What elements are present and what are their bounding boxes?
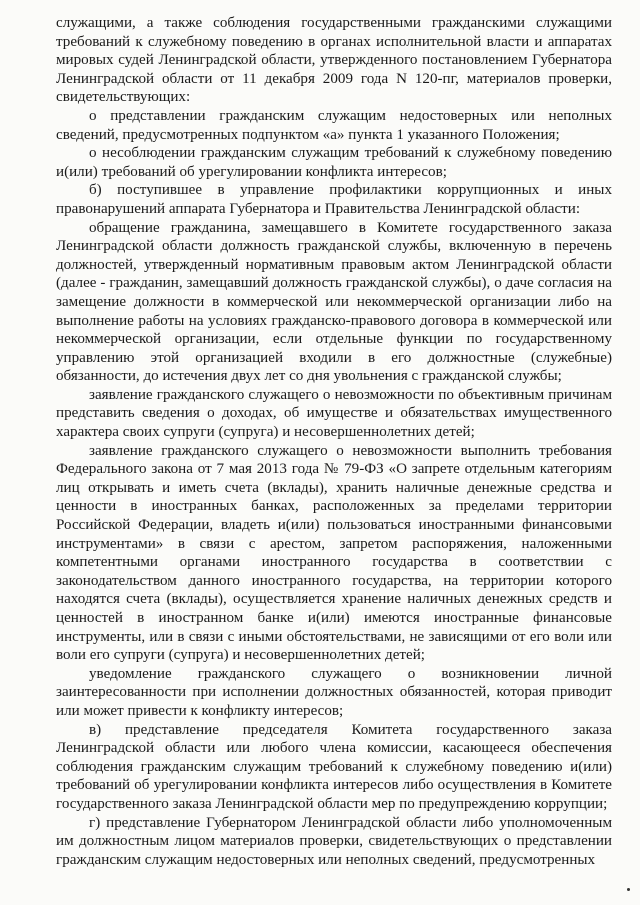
paragraph-4: б) поступившее в управление профилактики коррупционных и иных правонарушений аппарата Губернатора и Правительства Ленинградской области: xyxy=(56,182,612,217)
paragraph-9: в) представление председателя Комитета государственного заказа Ленинградской области или любого члена комиссии, касающееся обеспечения соблюдения гражданским служащим требований к служебному поведению и(или) требований об урегулировании конфликта интересов либо осуществления в Комитете государственного заказа Ленинградской области мер по предупреждению коррупции; xyxy=(56,721,612,812)
paragraph-1: служащими, а также соблюдения государственными гражданскими служащими требований к служебному поведению в органах исполнительной власти и аппаратах мировых судей Ленинградской области, утвержденного постановлением Губернатора Ленинградской области от 11 декабря 2009 года N 120-пг, материалов проверки, свидетельствующих: xyxy=(56,15,612,106)
scan-speck xyxy=(627,888,630,891)
paragraph-7: заявление гражданского служащего о невозможности выполнить требования Федерального закона от 7 мая 2013 года № 79-ФЗ «О запрете отдельным категориям лиц открывать и иметь счета (вклады), хранить наличные денежные средства и ценности в иностранных банках, расположенных за пределами территории Российской Федерации, владеть и(или) пользоваться иностранными финансовыми инструментами» в связи с арестом, запретом распоряжения, наложенными компетентными органами иностранного государства в соответствии с законодательством данного иностранного государства, на территории которого находятся счета (вклады), осуществляется хранение наличных денежных средств и ценностей в иностранном банке и(или) имеются иностранные финансовые инструменты, или в связи с иными обстоятельствами, не зависящими от его воли или воли его супруги (супруга) и несовершеннолетних детей; xyxy=(56,442,612,664)
paragraph-6: заявление гражданского служащего о невозможности по объективным причинам представить сведения о доходах, об имуществе и обязательствах имущественного характера своих супруги (супруга) и несовершеннолетних детей; xyxy=(56,386,612,441)
paragraph-2: о представлении гражданским служащим недостоверных или неполных сведений, предусмотренных подпунктом «а» пункта 1 указанного Положения; xyxy=(56,107,612,143)
paragraph-10: г) представление Губернатором Ленинградской области либо уполномоченным им должностным лицом материалов проверки, свидетельствующих о представлении гражданским служащим недостоверных или неполных сведений, предусмотренных xyxy=(56,814,612,868)
paragraph-3: о несоблюдении гражданским служащим требований к служебному поведению и(или) требований об урегулировании конфликта интересов; xyxy=(56,145,612,180)
paragraph-8: уведомление гражданского служащего о возникновении личной заинтересованности при исполнении должностных обязанностей, которая приводит или может привести к конфликту интересов; xyxy=(56,665,612,719)
paragraph-5: обращение гражданина, замещавшего в Комитете государственного заказа Ленинградской области должность гражданской службы, включенную в перечень должностей, утвержденный нормативным правовым актом Ленинградской области (далее - гражданин, замещавший должность гражданской службы), о даче согласия на замещение должности в коммерческой или некоммерческой организации либо на выполнение работы на условиях гражданско-правового договора в коммерческой или некоммерческой организации, если отдельные функции по государственному управлению этой организацией входили в его должностные (служебные) обязанности, до истечения двух лет со дня увольнения с гражданской службы; xyxy=(56,219,612,385)
